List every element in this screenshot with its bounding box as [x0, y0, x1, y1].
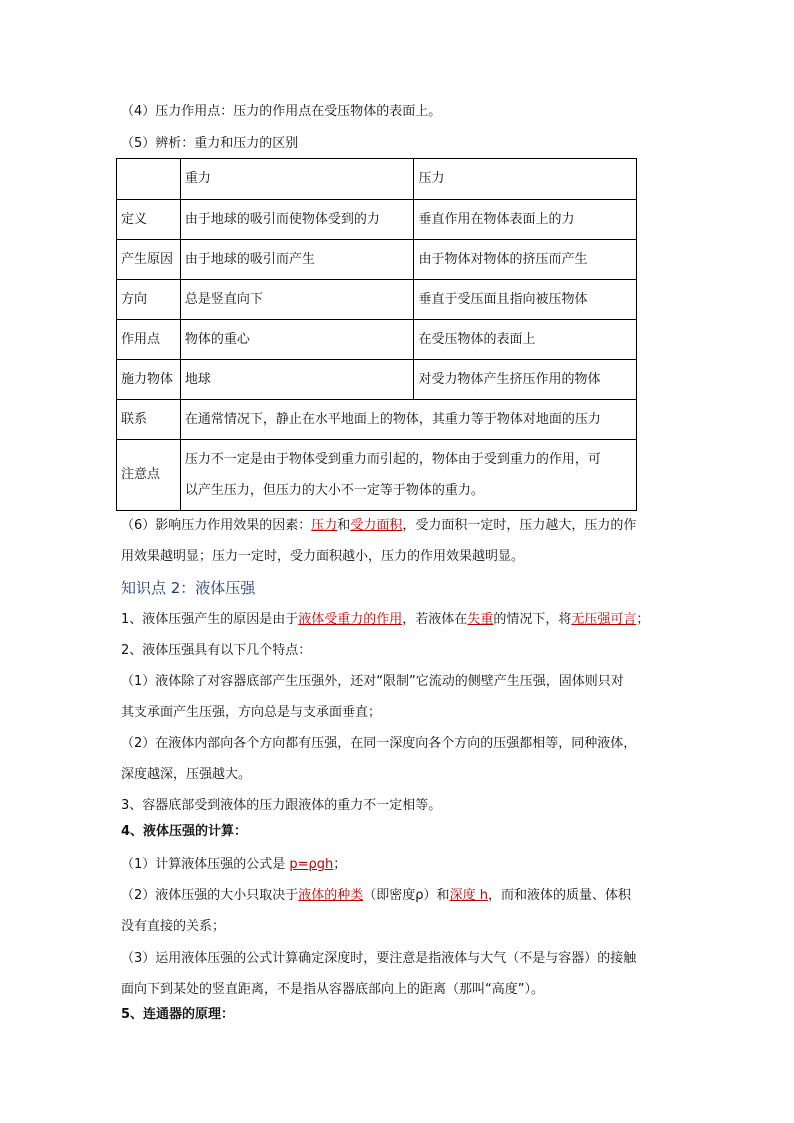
table-cell: 由于地球的吸引而产生: [180, 240, 414, 280]
table-row: [117, 240, 637, 280]
text: ，若液体在: [402, 612, 468, 627]
table-cell: 垂直作用在物体表面上的力: [414, 200, 637, 240]
paragraph-2: 2、液体压强具有以下几个特点：: [121, 643, 312, 658]
paragraph-2-2-line1: （2）在液体内部向各个方向都有压强，在同一深度向各个方向的压强都相等，同种液体，: [121, 736, 637, 751]
knowledge-point-2-heading: 知识点 2：液体压强: [121, 579, 256, 597]
keyword-highlight: 液体受重力的作用: [298, 612, 403, 627]
text: （1）计算液体压强的公式是: [121, 857, 290, 872]
table-cell: 产生原因: [117, 240, 181, 280]
text: （即密度ρ）和: [363, 888, 450, 903]
formula-highlight: p=ρgh: [289, 857, 334, 872]
table-cell: 对受力物体产生挤压作用的物体: [414, 360, 637, 400]
text: 的情况下，将: [493, 612, 572, 627]
table-cell: 压力: [414, 159, 637, 200]
comparison-table: [116, 158, 637, 511]
paragraph-4-2-line2: 没有直接的关系；: [121, 919, 226, 934]
paragraph-4-3-line2: 面向下到某处的竖直距离，不是指从容器底部向上的距离（那叫“高度”）。: [121, 982, 544, 997]
paragraph-5-heading: 5、连通器的原理：: [121, 1007, 235, 1022]
table-cell: 重力: [180, 159, 414, 200]
section-6-line1: [121, 517, 636, 535]
table-row: [117, 280, 637, 320]
table-cell: 由于地球的吸引而使物体受到的力: [180, 200, 414, 240]
table-header-row: [117, 159, 637, 200]
table-cell-note: [180, 440, 636, 511]
table-cell: 地球: [180, 360, 414, 400]
table-row: [117, 320, 637, 360]
paragraph-4-1: [121, 856, 346, 874]
keyword-highlight: 液体的种类: [298, 888, 364, 903]
paragraph-2-1-line2: 其支承面产生压强，方向总是与支承面垂直；: [121, 705, 382, 720]
table-cell: 由于物体对物体的挤压而产生: [414, 240, 637, 280]
paragraph-2-1-line1: （1）液体除了对容器底部产生压强外，还对“限制”它流动的侧壁产生压强，固体则只对: [121, 674, 624, 689]
table-cell: 物体的重心: [180, 320, 414, 360]
keyword-highlight: 压力: [311, 518, 338, 533]
text: 和: [337, 518, 351, 533]
table-cell: 施力物体: [117, 360, 181, 400]
table-row: [117, 200, 637, 240]
table-cell: 在通常情况下，静止在水平地面上的物体，其重力等于物体对地面的压力: [180, 400, 636, 440]
paragraph-3: 3、容器底部受到液体的压力跟液体的重力不一定相等。: [121, 798, 442, 813]
text: 1、液体压强产生的原因是由于: [121, 612, 299, 627]
text: （6）影响压力作用效果的因素：: [121, 518, 312, 533]
table-cell: 方向: [117, 280, 181, 320]
text: ，受力面积一定时，压力越大，压力的作: [402, 518, 637, 533]
section-6-line2: 用效果越明显；压力一定时，受力面积越小，压力的作用效果越明显。: [121, 549, 525, 564]
table-cell: 注意点: [117, 440, 181, 511]
note-line-2: 以产生压力，但压力的大小不一定等于物体的重力。: [184, 483, 484, 498]
table-row-note: [117, 440, 637, 511]
table-cell: 总是竖直向下: [180, 280, 414, 320]
keyword-highlight: 无压强可言: [571, 612, 637, 627]
paragraph-4-heading: 4、液体压强的计算：: [121, 824, 248, 839]
table-row: [117, 360, 637, 400]
paragraph-2-2-line2: 深度越深，压强越大。: [121, 767, 252, 782]
text: ；: [636, 612, 650, 627]
keyword-highlight: 受力面积: [350, 518, 403, 533]
keyword-highlight: 失重: [467, 612, 494, 627]
paragraph-4-2-line1: [121, 887, 631, 905]
paragraph-1: [121, 611, 649, 629]
table-cell: [117, 159, 181, 200]
note-line-1: 压力不一定是由于物体受到重力而引起的，物体由于受到重力的作用，可: [184, 452, 601, 467]
text: （2）液体压强的大小只取决于: [121, 888, 299, 903]
table-cell: 定义: [117, 200, 181, 240]
section-4-text: （4）压力作用点：压力的作用点在受压物体的表面上。: [121, 104, 442, 119]
paragraph-4-3-line1: （3）运用液体压强的公式计算确定深度时，要注意是指液体与大气（不是与容器）的接触: [121, 951, 637, 966]
section-5-text: （5）辨析：重力和压力的区别: [121, 136, 299, 151]
text: ，而和液体的质量、体积: [487, 888, 631, 903]
text: ；: [333, 857, 347, 872]
table-cell: 作用点: [117, 320, 181, 360]
table-cell: 联系: [117, 400, 181, 440]
keyword-highlight: 深度 h: [449, 888, 488, 903]
table-cell: 垂直于受压面且指向被压物体: [414, 280, 637, 320]
table-row-relation: [117, 400, 637, 440]
table-cell: 在受压物体的表面上: [414, 320, 637, 360]
